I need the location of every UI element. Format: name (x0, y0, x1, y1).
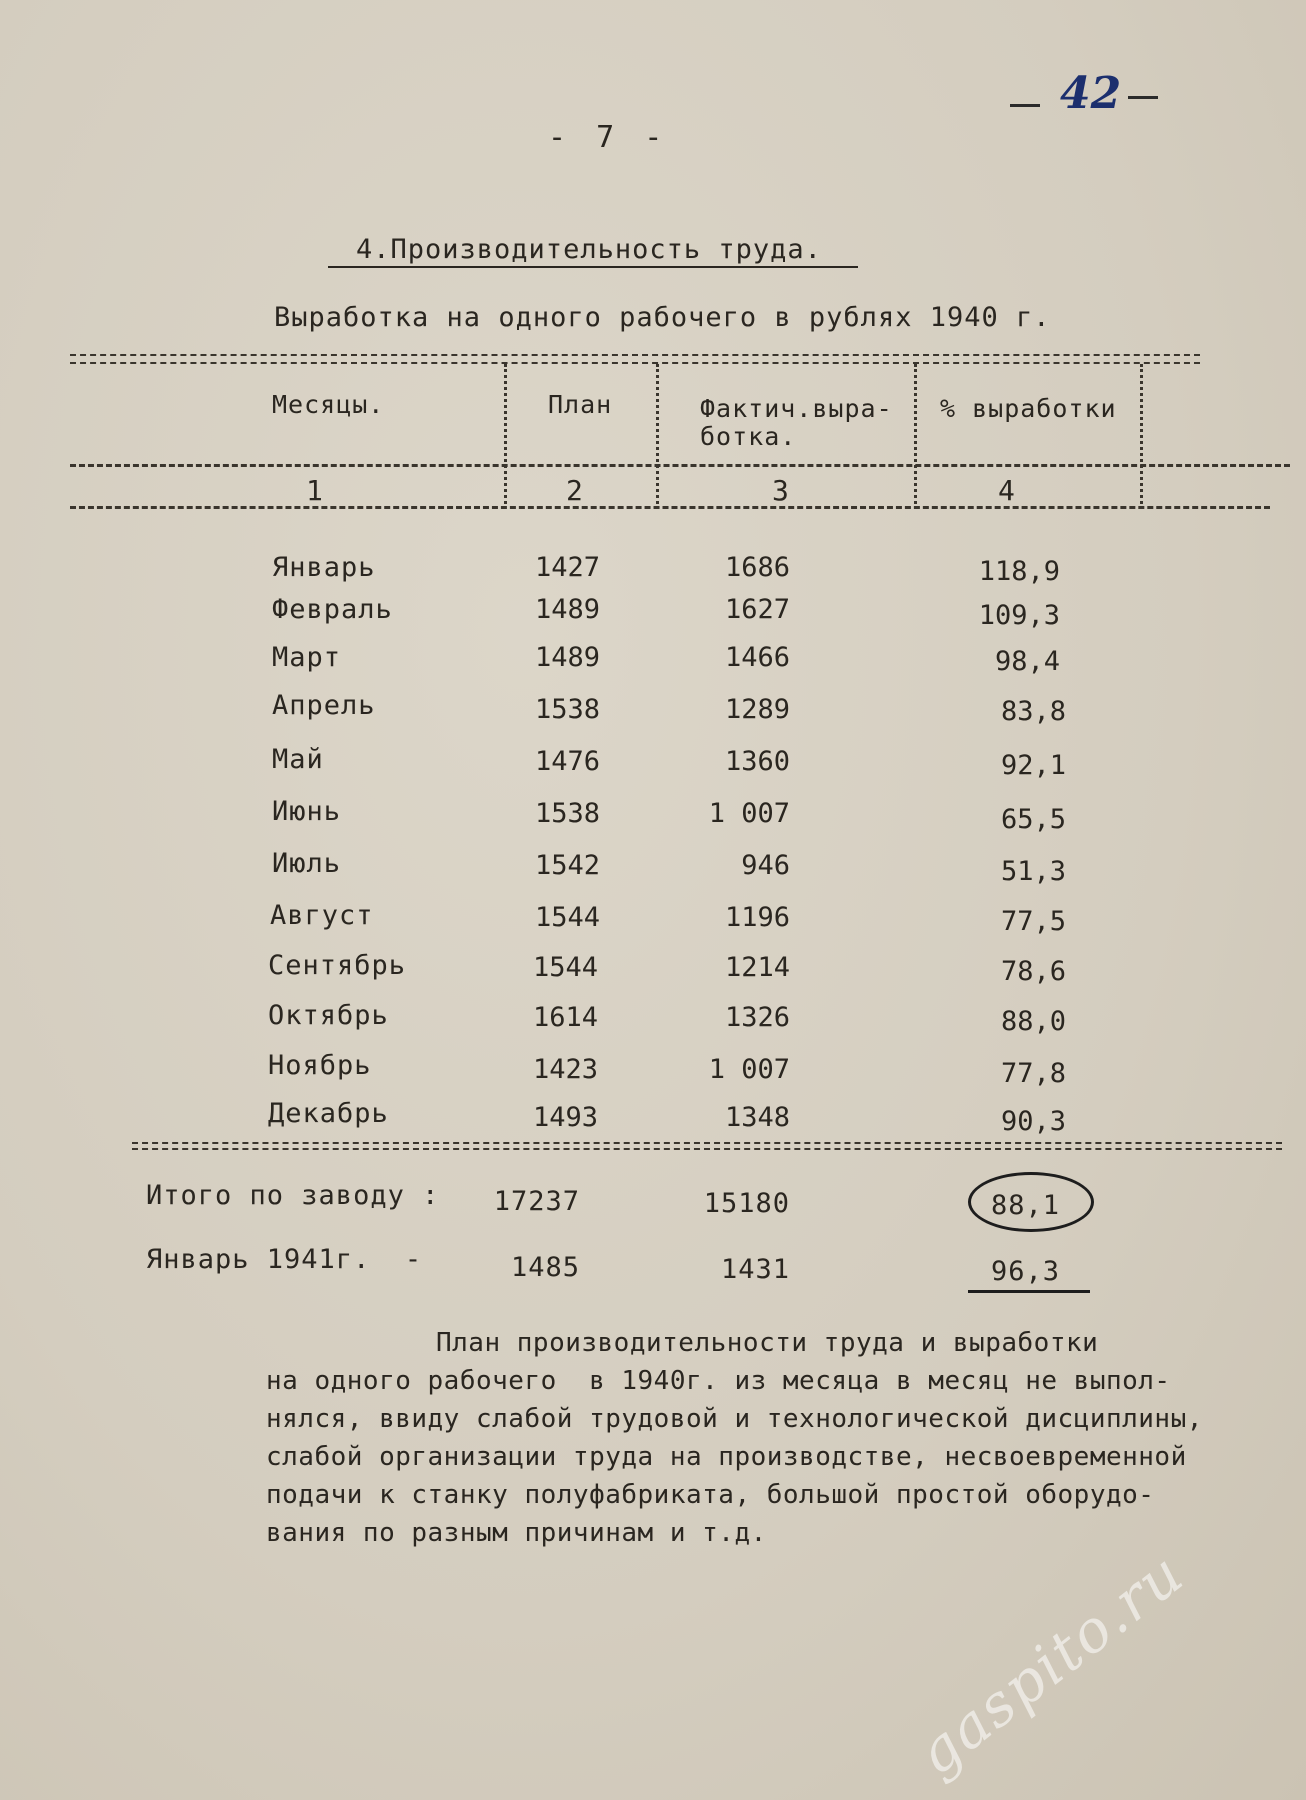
row-month: Октябрь (268, 1000, 389, 1031)
colnum-4: 4 (998, 474, 1015, 507)
row-pct: 92,1 (1000, 750, 1066, 781)
row-month: Январь (272, 552, 376, 583)
row-pct: 90,3 (1000, 1106, 1066, 1137)
row-plan: 1476 (534, 746, 600, 777)
row-fact: 1360 (724, 746, 790, 777)
paragraph-line: подачи к станку полуфабриката, большой простой оборудо- (266, 1480, 1155, 1510)
row-plan: 1538 (534, 798, 600, 829)
row-plan: 1544 (534, 902, 600, 933)
row-pct: 88,0 (1000, 1006, 1066, 1037)
row-pct: 78,6 (1000, 956, 1066, 987)
colnum-3: 3 (772, 474, 789, 507)
colnum-1: 1 (306, 474, 323, 507)
row-month: Март (272, 642, 342, 673)
row-plan: 1489 (534, 594, 600, 625)
total-label: Итого по заводу : (146, 1180, 440, 1211)
jan1941-plan: 1485 (510, 1252, 580, 1283)
jan1941-pct: 96,3 (990, 1256, 1060, 1287)
header-fact-line2: ботка. (700, 422, 797, 451)
section-heading: 4.Производительность труда. (356, 234, 822, 265)
paragraph-line: План производительности труда и выработки (436, 1328, 1099, 1358)
row-pct: 65,5 (1000, 804, 1066, 835)
header-fact-line1: Фактич.выра- (700, 394, 893, 423)
row-month: Сентябрь (268, 950, 407, 981)
row-pct: 51,3 (1000, 856, 1066, 887)
row-plan: 1489 (534, 642, 600, 673)
watermark: gaspito.ru (904, 1538, 1197, 1788)
col-separator-3 (914, 364, 917, 504)
paragraph-line: на одного рабочего в 1940г. из месяца в месяц не выпол- (266, 1366, 1171, 1396)
row-plan: 1538 (534, 694, 600, 725)
header-plan: План (548, 390, 613, 419)
paragraph-line: вания по разным причинам и т.д. (266, 1518, 767, 1548)
jan1941-label: Январь 1941г. - (146, 1244, 423, 1275)
header-months: Месяцы. (272, 390, 385, 419)
row-fact: 1686 (724, 552, 790, 583)
row-pct: 77,8 (1000, 1058, 1066, 1089)
row-month: Ноябрь (268, 1050, 372, 1081)
row-fact: 1326 (724, 1002, 790, 1033)
row-plan: 1493 (532, 1102, 598, 1133)
row-fact: 1466 (724, 642, 790, 673)
row-fact: 1627 (724, 594, 790, 625)
archive-number-dash-right (1128, 96, 1158, 99)
row-month: Июль (272, 848, 342, 879)
row-plan: 1544 (532, 952, 598, 983)
table-colnum-rule (70, 506, 1270, 509)
row-pct: 77,5 (1000, 906, 1066, 937)
row-month: Февраль (272, 594, 393, 625)
row-fact: 946 (741, 850, 790, 881)
row-fact: 1 007 (708, 798, 790, 829)
row-month: Июнь (272, 796, 342, 827)
row-plan: 1542 (534, 850, 600, 881)
row-pct: 109,3 (978, 600, 1060, 631)
archive-number-dash-left (1010, 104, 1040, 107)
row-pct: 118,9 (978, 556, 1060, 587)
page-number: - 7 - (548, 120, 669, 155)
total-fact: 15180 (703, 1188, 790, 1219)
row-fact: 1196 (724, 902, 790, 933)
col-separator-1 (504, 364, 507, 504)
row-month: Декабрь (268, 1098, 389, 1129)
colnum-2: 2 (566, 474, 583, 507)
total-plan: 17237 (493, 1186, 580, 1217)
row-month: Апрель (272, 690, 376, 721)
row-month: Май (272, 744, 324, 775)
row-fact: 1289 (724, 694, 790, 725)
col-separator-2 (656, 364, 659, 504)
paragraph-line: нялся, ввиду слабой трудовой и технологической дисциплины, (266, 1404, 1203, 1434)
pen-underline-mark (968, 1290, 1090, 1293)
table-bottom-rule (132, 1142, 1282, 1150)
header-percent: % выработки (940, 394, 1117, 423)
table-top-rule (70, 354, 1200, 364)
row-fact: 1 007 (708, 1054, 790, 1085)
archive-number: 42 (1060, 68, 1122, 119)
paragraph-line: слабой организации труда на производстве, несвоевременной (266, 1442, 1187, 1472)
row-plan: 1423 (532, 1054, 598, 1085)
pen-circle-mark (968, 1172, 1094, 1232)
row-month: Август (270, 900, 374, 931)
jan1941-fact: 1431 (720, 1254, 790, 1285)
row-pct: 83,8 (1000, 696, 1066, 727)
row-plan: 1427 (534, 552, 600, 583)
row-fact: 1348 (724, 1102, 790, 1133)
table-title: Выработка на одного рабочего в рублях 1940 г. (274, 302, 1051, 333)
row-plan: 1614 (532, 1002, 598, 1033)
row-fact: 1214 (724, 952, 790, 983)
total-pct: 88,1 (990, 1190, 1060, 1221)
section-heading-underline (328, 266, 858, 268)
row-pct: 98,4 (994, 646, 1060, 677)
table-header-rule (70, 464, 1290, 467)
col-separator-4 (1140, 364, 1143, 504)
